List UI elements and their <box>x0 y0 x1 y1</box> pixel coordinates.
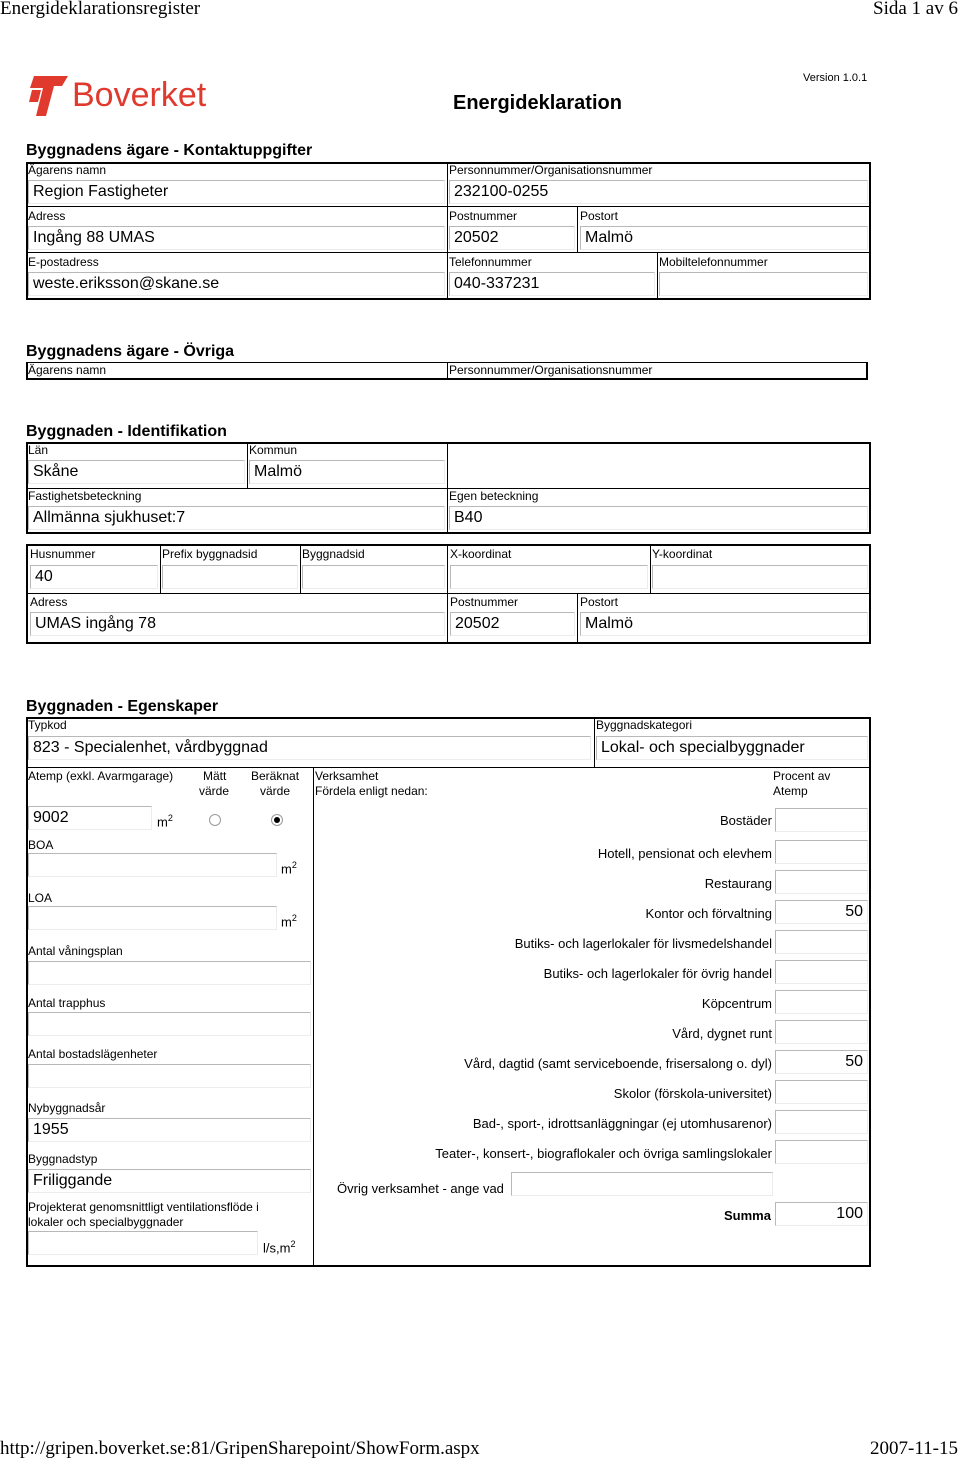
trapphus-field[interactable] <box>28 1012 311 1036</box>
vaningsplan-field[interactable] <box>28 961 311 985</box>
typkod-field[interactable]: 823 - Specialenhet, vårdbyggnad <box>28 736 591 760</box>
byggnadsid-field[interactable] <box>302 565 445 589</box>
activity-value[interactable] <box>775 840 868 864</box>
ovrig-verksamhet-label: Övrig verksamhet - ange vad <box>337 1181 504 1196</box>
boverket-logo-mark-icon <box>28 74 72 118</box>
doc-title: Energideklaration <box>453 92 622 114</box>
egen-beteckning-field[interactable]: B40 <box>449 506 868 530</box>
owner-postnr-label: Postnummer <box>449 209 518 223</box>
activity-label: Butiks- och lagerlokaler för livsmedelshandel <box>514 936 772 951</box>
building-postort-field[interactable]: Malmö <box>580 612 868 636</box>
boa-label: BOA <box>28 838 54 852</box>
owner-address-label: Adress <box>28 209 66 223</box>
boa-unit: $m^2$ <box>281 860 297 877</box>
byggnadsid-label: Byggnadsid <box>302 547 365 561</box>
kommun-label: Kommun <box>249 443 298 457</box>
properties-title: Byggnaden - Egenskaper <box>26 698 219 715</box>
husnummer-field[interactable]: 40 <box>30 565 158 589</box>
byggnadstyp-label: Byggnadstyp <box>28 1152 98 1166</box>
egen-beteckning-label: Egen beteckning <box>449 489 539 503</box>
owner-phone-label: Telefonnummer <box>449 255 532 269</box>
atemp-unit: $m^2$ <box>157 813 173 830</box>
lan-field[interactable]: Skåne <box>28 460 245 484</box>
building-address-field[interactable]: UMAS ingång 78 <box>30 612 445 636</box>
ovrig-verksamhet-field[interactable] <box>511 1172 773 1196</box>
lan-label: Län <box>28 443 49 457</box>
owner-orgnr-label: Personnummer/Organisationsnummer <box>449 163 653 177</box>
procent-label-2: Atemp <box>773 784 808 798</box>
husnummer-label: Husnummer <box>30 547 96 561</box>
atemp-label: Atemp (exkl. Avarmgarage) <box>28 769 174 783</box>
activity-label: Butiks- och lagerlokaler för övrig handel <box>543 966 772 981</box>
y-koordinat-label: Y-koordinat <box>652 547 713 561</box>
activity-label: Restaurang <box>704 876 772 891</box>
summa-label: Summa <box>724 1208 771 1223</box>
activity-value[interactable] <box>775 1080 868 1104</box>
print-footer-url[interactable]: http://gripen.boverket.se:81/GripenSharepoint/ShowForm.aspx <box>0 1438 480 1459</box>
loa-label: LOA <box>28 891 53 905</box>
activity-label: Skolor (förskola-universitet) <box>613 1086 772 1101</box>
loa-unit: $m^2$ <box>281 913 297 930</box>
activity-label: Köpcentrum <box>701 996 772 1011</box>
owner-postort-label: Postort <box>580 209 619 223</box>
y-koordinat-field[interactable] <box>652 565 868 589</box>
byggnadskategori-label: Byggnadskategori <box>596 718 693 732</box>
beraknat-label-2: värde <box>260 784 291 798</box>
atemp-field[interactable]: 9002 <box>28 806 152 830</box>
activity-value[interactable]: 50 <box>775 900 868 924</box>
kommun-field[interactable]: Malmö <box>249 460 445 484</box>
loa-field[interactable] <box>28 906 277 930</box>
activity-value[interactable] <box>775 808 868 832</box>
verksamhet-label-1: Verksamhet <box>315 769 379 783</box>
ventilation-field[interactable] <box>28 1231 258 1255</box>
matt-label-2: värde <box>199 784 230 798</box>
beraknat-label-1: Beräknat <box>251 769 300 783</box>
trapphus-label: Antal trapphus <box>28 996 106 1010</box>
owner-mobile-label: Mobiltelefonnummer <box>659 255 768 269</box>
verksamhet-label-2: Fördela enligt nedan: <box>315 784 428 798</box>
owner-postort-field[interactable]: Malmö <box>580 226 868 250</box>
activity-value[interactable] <box>775 990 868 1014</box>
activity-value[interactable] <box>775 930 868 954</box>
activity-value[interactable] <box>775 870 868 894</box>
owner-other-orgnr-label[interactable]: Personnummer/Organisationsnummer <box>449 363 653 377</box>
activity-label: Kontor och förvaltning <box>645 906 772 921</box>
print-header-title: Energideklarationsregister <box>0 0 201 19</box>
activity-value[interactable] <box>775 960 868 984</box>
activity-value[interactable] <box>775 1020 868 1044</box>
owner-orgnr-field[interactable]: 232100-0255 <box>449 180 868 204</box>
owner-email-field[interactable]: weste.eriksson@skane.se <box>28 272 445 296</box>
fastighet-label: Fastighetsbeteckning <box>28 489 142 503</box>
typkod-label: Typkod <box>28 718 67 732</box>
activity-value[interactable] <box>775 1140 868 1164</box>
fastighet-field[interactable]: Allmänna sjukhuset:7 <box>28 506 445 530</box>
beraknat-radio[interactable] <box>271 814 283 826</box>
nybyggnadsar-field[interactable]: 1955 <box>28 1118 311 1142</box>
owner-email-label: E-postadress <box>28 255 99 269</box>
prefix-label: Prefix byggnadsid <box>162 547 258 561</box>
summa-field: 100 <box>775 1202 868 1226</box>
owner-phone-field[interactable]: 040-337231 <box>449 272 655 296</box>
byggnadstyp-field[interactable]: Friliggande <box>28 1169 311 1193</box>
nybyggnadsar-label: Nybyggnadsår <box>28 1101 106 1115</box>
owner-mobile-field[interactable] <box>659 272 868 296</box>
boverket-logo <box>28 74 228 120</box>
activity-label: Vård, dagtid (samt serviceboende, frisersalong o. dyl) <box>464 1056 772 1071</box>
boa-field[interactable] <box>28 853 277 877</box>
byggnadskategori-field[interactable]: Lokal- och specialbyggnader <box>596 736 868 760</box>
ventilation-label-2: lokaler och specialbyggnader <box>28 1215 184 1229</box>
activity-label: Bad-, sport-, idrottsanläggningar (ej utomhusarenor) <box>472 1116 772 1131</box>
owner-name-label: Ägarens namn <box>28 163 107 177</box>
activity-value[interactable]: 50 <box>775 1050 868 1074</box>
x-koordinat-label: X-koordinat <box>450 547 512 561</box>
procent-label-1: Procent av <box>773 769 831 783</box>
boverket-logo-text: Boverket <box>72 76 207 114</box>
prefix-field[interactable] <box>162 565 298 589</box>
owner-name-field[interactable]: Region Fastigheter <box>28 180 445 204</box>
building-postnr-label: Postnummer <box>450 595 519 609</box>
owner-postnr-field[interactable]: 20502 <box>449 226 575 250</box>
activity-label: Hotell, pensionat och elevhem <box>597 846 772 861</box>
x-koordinat-field[interactable] <box>450 565 648 589</box>
owner-address-field[interactable]: Ingång 88 UMAS <box>28 226 445 250</box>
print-footer-date: 2007-11-15 <box>870 1438 958 1459</box>
owner-other-title: Byggnadens ägare - Övriga <box>26 343 235 360</box>
building-postort-label: Postort <box>580 595 619 609</box>
owner-contact-title: Byggnadens ägare - Kontaktuppgifter <box>26 142 313 159</box>
ventilation-unit: $l/s,m^2$ <box>263 1239 296 1256</box>
activity-value[interactable] <box>775 1110 868 1134</box>
building-postnr-field[interactable]: 20502 <box>450 612 575 636</box>
vaningsplan-label: Antal våningsplan <box>28 944 123 958</box>
matt-label-1: Mätt <box>203 769 227 783</box>
print-header-page: Sida 1 av 6 <box>873 0 958 19</box>
activity-label: Bostäder <box>719 813 772 828</box>
lagenheter-field[interactable] <box>28 1064 311 1088</box>
activity-label: Teater-, konsert-, biograflokaler och övriga samlingslokaler <box>435 1146 772 1161</box>
ventilation-label-1: Projekterat genomsnittligt ventilationsflöde i <box>28 1200 259 1214</box>
identification-title: Byggnaden - Identifikation <box>26 423 227 440</box>
matt-radio[interactable] <box>209 814 221 826</box>
activity-label: Vård, dygnet runt <box>672 1026 772 1041</box>
building-address-label: Adress <box>30 595 68 609</box>
version-label: Version 1.0.1 <box>803 72 868 84</box>
owner-other-name-label[interactable]: Ägarens namn <box>28 363 107 377</box>
lagenheter-label: Antal bostadslägenheter <box>28 1047 158 1061</box>
